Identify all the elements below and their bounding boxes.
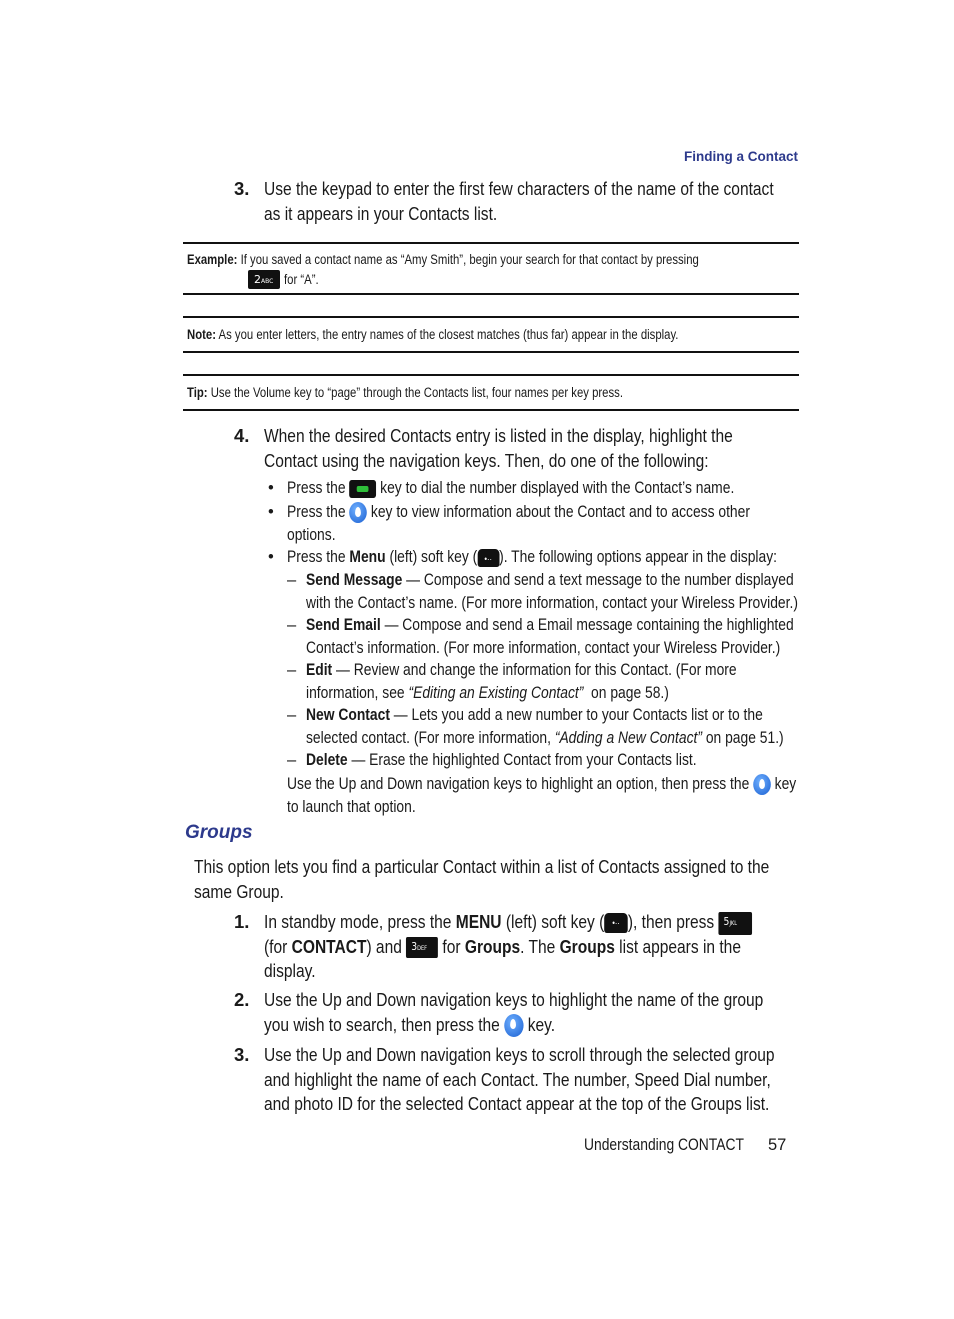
groups-step-3-number: 3. (234, 1044, 250, 1065)
running-header: Finding a Contact (684, 149, 798, 164)
key-3-icon: 3DEF (406, 937, 438, 958)
bullet-menu-key: Press the Menu (left) soft key ( •·· ). The following options appear in the display: (287, 548, 778, 566)
ok-key-icon (753, 774, 771, 795)
bullet-ok-key: Press the key to view information about the Contact and to access other options. (287, 503, 750, 544)
option-send-message: Send Message — Compose and send a text message to the number displayed with the Contact’s name. (For more information, contact your Wireless Provider.) (306, 571, 798, 612)
left-soft-key-icon: •·· (477, 549, 499, 567)
dash: – (287, 616, 297, 634)
tip-bottom-rule (183, 409, 799, 411)
option-edit: Edit — Review and change the information for this Contact. (For more information, see “Editing an Existing Contact” on page 58.) (306, 661, 737, 702)
tip-box: Tip: Use the Volume key to “page” through the Contacts list, four names per key press. (187, 385, 623, 400)
left-soft-key-icon: •·· (604, 913, 628, 933)
groups-intro: This option lets you find a particular Contact within a list of Contacts assigned to the same Group. (194, 856, 770, 902)
page-number: 57 (768, 1136, 787, 1154)
footer-section: Understanding CONTACT (584, 1136, 744, 1154)
dash: – (287, 751, 297, 769)
option-send-email: Send Email — Compose and send a Email message containing the highlighted Contact’s information. (For more information, contact your Wireless Provider.) (306, 616, 794, 657)
step-3-number: 3. (234, 178, 250, 199)
groups-step-3-text: Use the Up and Down navigation keys to scroll through the selected group and highlight the name of each Contact. The number, Speed Dial number, and photo ID for the selected Contact appear at the top of the Groups list. (264, 1044, 775, 1114)
note-box: Note: As you enter letters, the entry names of the closest matches (thus far) appear in the display. (187, 327, 679, 342)
groups-step-1-text: In standby mode, press the MENU (left) soft key ( •·· ), then press 5JKL (for CONTACT) and 3DEF for Groups. The Groups list appears in the display. (264, 910, 845, 984)
step-4-number: 4. (234, 425, 250, 446)
ok-key-icon (504, 1014, 523, 1037)
dash: – (287, 661, 297, 679)
note-bottom-rule (183, 351, 799, 353)
groups-step-1-number: 1. (234, 911, 250, 932)
dash: – (287, 706, 297, 724)
bullet-dot: • (268, 479, 274, 497)
example-top-rule (183, 242, 799, 244)
example-box: Example: If you saved a contact name as “Amy Smith”, begin your search for that contact by pressing (187, 252, 699, 267)
key-2-icon: 2ABC (248, 270, 280, 289)
key-5-icon: 5JKL (719, 912, 753, 935)
dash: – (287, 571, 297, 589)
note-top-rule (183, 316, 799, 318)
step-3-text: Use the keypad to enter the first few characters of the name of the contact as it appears in your Contacts list. (264, 178, 774, 224)
step-4-text: When the desired Contacts entry is listed in the display, highlight the Contact using the navigation keys. Then, do one of the following: (264, 425, 733, 471)
option-new-contact: New Contact — Lets you add a new number to your Contacts list or to the selected contact. (For more information, “Adding a New Contact” on page 51.) (306, 706, 784, 747)
bullet-send-key: Press the key to dial the number displayed with the Contact’s name. (287, 479, 735, 497)
options-after-text: Use the Up and Down navigation keys to highlight an option, then press the key to launch that option. (287, 775, 797, 816)
bullet-dot: • (268, 503, 274, 521)
ok-key-icon (349, 502, 367, 523)
example-bottom-rule (183, 293, 799, 295)
groups-step-2-number: 2. (234, 989, 250, 1010)
option-delete: Delete — Erase the highlighted Contact from your Contacts list. (306, 751, 697, 769)
send-key-icon (349, 480, 376, 498)
bullet-dot: • (268, 548, 274, 566)
groups-step-2-text: Use the Up and Down navigation keys to highlight the name of the group you wish to search, then press the key. (264, 988, 858, 1037)
example-line-2: 2ABC for “A”. (248, 270, 325, 289)
tip-top-rule (183, 374, 799, 376)
groups-heading: Groups (185, 822, 253, 843)
